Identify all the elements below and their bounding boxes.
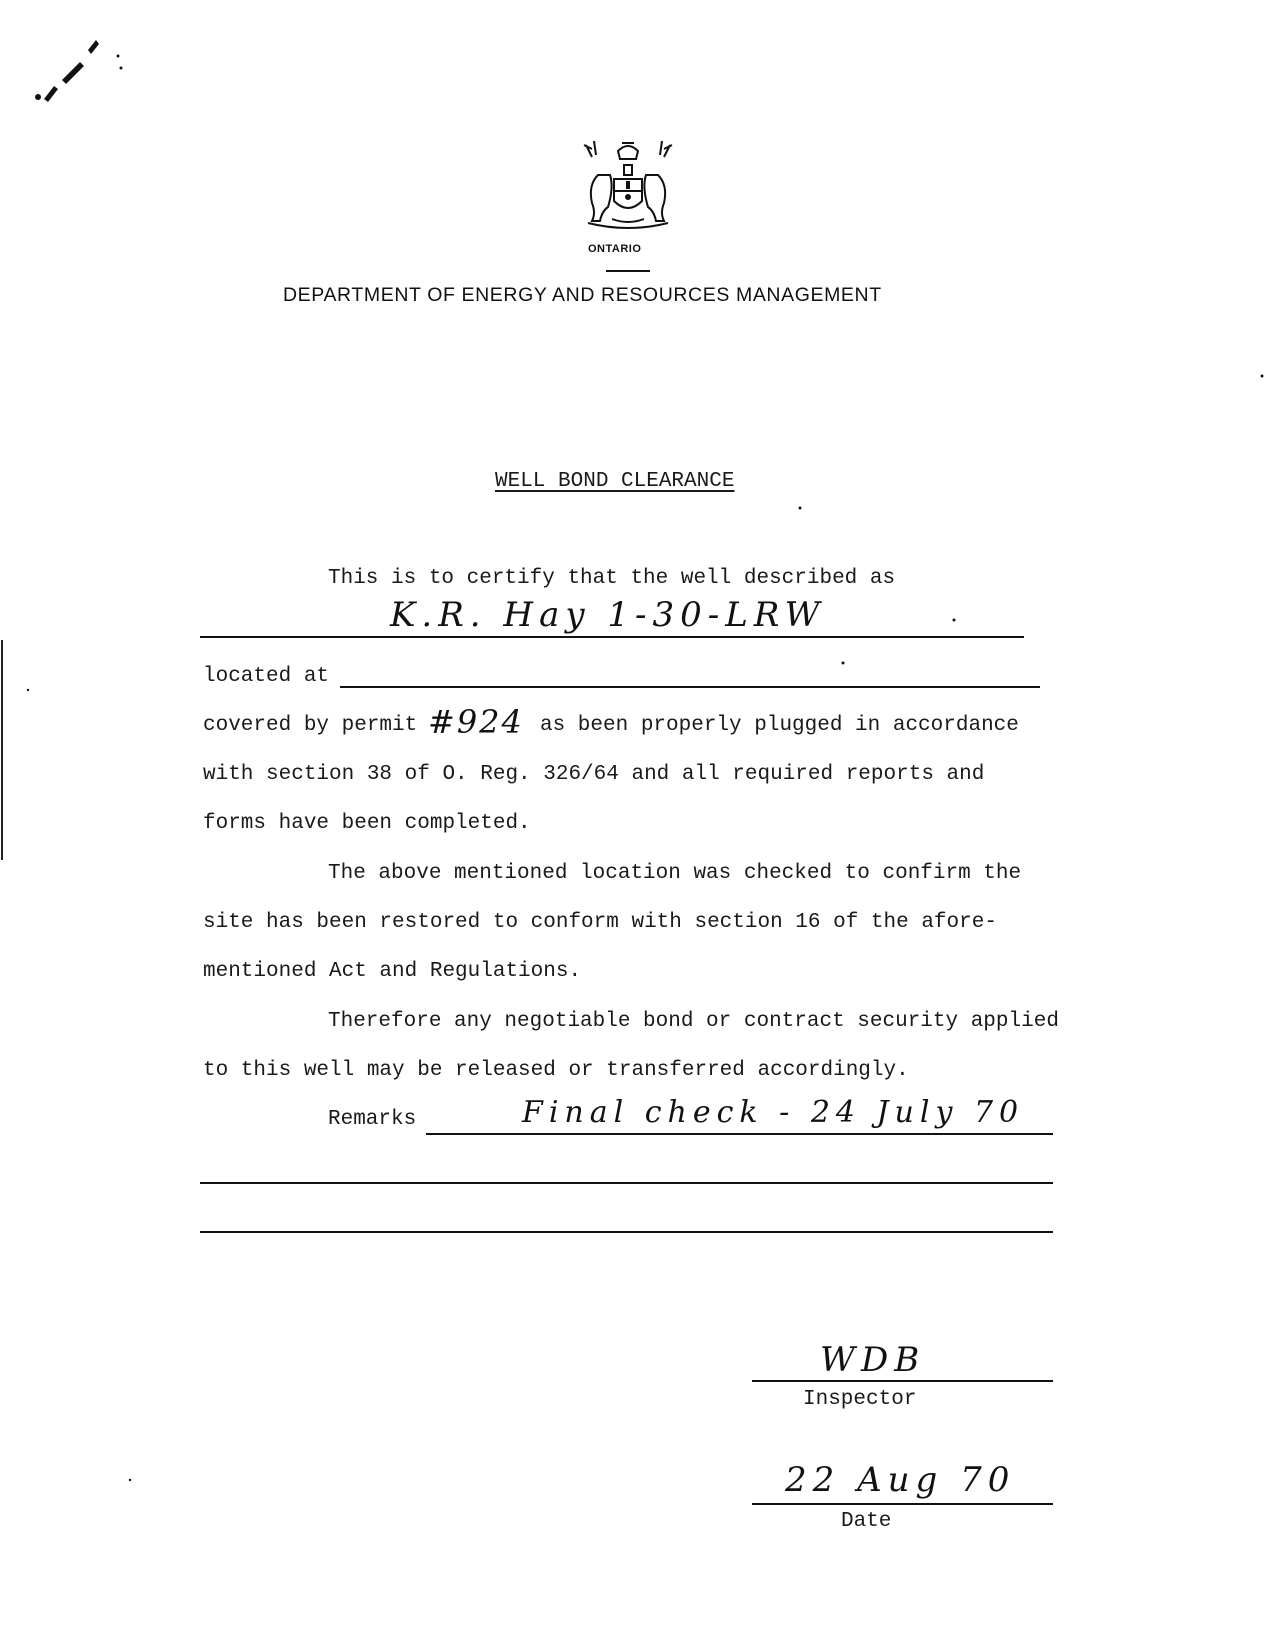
body-para2-line3: mentioned Act and Regulations. bbox=[203, 960, 582, 983]
date-label: Date bbox=[841, 1510, 892, 1533]
remarks-handwritten[interactable]: Final check - 24 July 70 bbox=[522, 1095, 1025, 1130]
well-name-handwritten[interactable]: K.R. Hay 1-30-LRW bbox=[390, 595, 826, 635]
well-name-line bbox=[200, 636, 1024, 638]
remarks-line-2 bbox=[200, 1182, 1053, 1184]
remarks-label: Remarks bbox=[328, 1108, 417, 1131]
covered-by-label: covered by permit bbox=[203, 714, 418, 737]
inspector-line bbox=[752, 1380, 1053, 1382]
located-at-line bbox=[340, 686, 1040, 688]
body-para3-line1: Therefore any negotiable bond or contract security applied bbox=[328, 1010, 1059, 1033]
department-heading: DEPARTMENT OF ENERGY AND RESOURCES MANAGEMENT bbox=[283, 284, 882, 306]
permit-suffix: as been properly plugged in accordance bbox=[540, 714, 1019, 737]
emblem-caption: ONTARIO bbox=[588, 243, 642, 255]
ontario-coat-of-arms-icon bbox=[578, 135, 678, 233]
permit-number-handwritten[interactable]: #924 bbox=[428, 703, 524, 741]
emblem-divider bbox=[606, 270, 650, 272]
inspector-signature[interactable]: WDB bbox=[820, 1340, 926, 1380]
certify-intro: This is to certify that the well described as bbox=[328, 567, 896, 590]
date-line bbox=[752, 1503, 1053, 1505]
remarks-line-3 bbox=[200, 1231, 1053, 1233]
date-handwritten[interactable]: 22 Aug 70 bbox=[785, 1460, 1016, 1500]
body-line-forms: forms have been completed. bbox=[203, 812, 531, 835]
inspector-label: Inspector bbox=[803, 1388, 917, 1411]
remarks-line-1 bbox=[426, 1133, 1053, 1135]
body-line-section38: with section 38 of O. Reg. 326/64 and all required reports and bbox=[203, 763, 985, 786]
document-title: WELL BOND CLEARANCE bbox=[495, 470, 735, 493]
body-para2-line1: The above mentioned location was checked to confirm the bbox=[328, 862, 1022, 885]
body-para3-line2: to this well may be released or transferred accordingly. bbox=[203, 1059, 909, 1082]
located-at-label: located at bbox=[203, 665, 330, 688]
body-para2-line2: site has been restored to conform with section 16 of the afore- bbox=[203, 911, 997, 934]
